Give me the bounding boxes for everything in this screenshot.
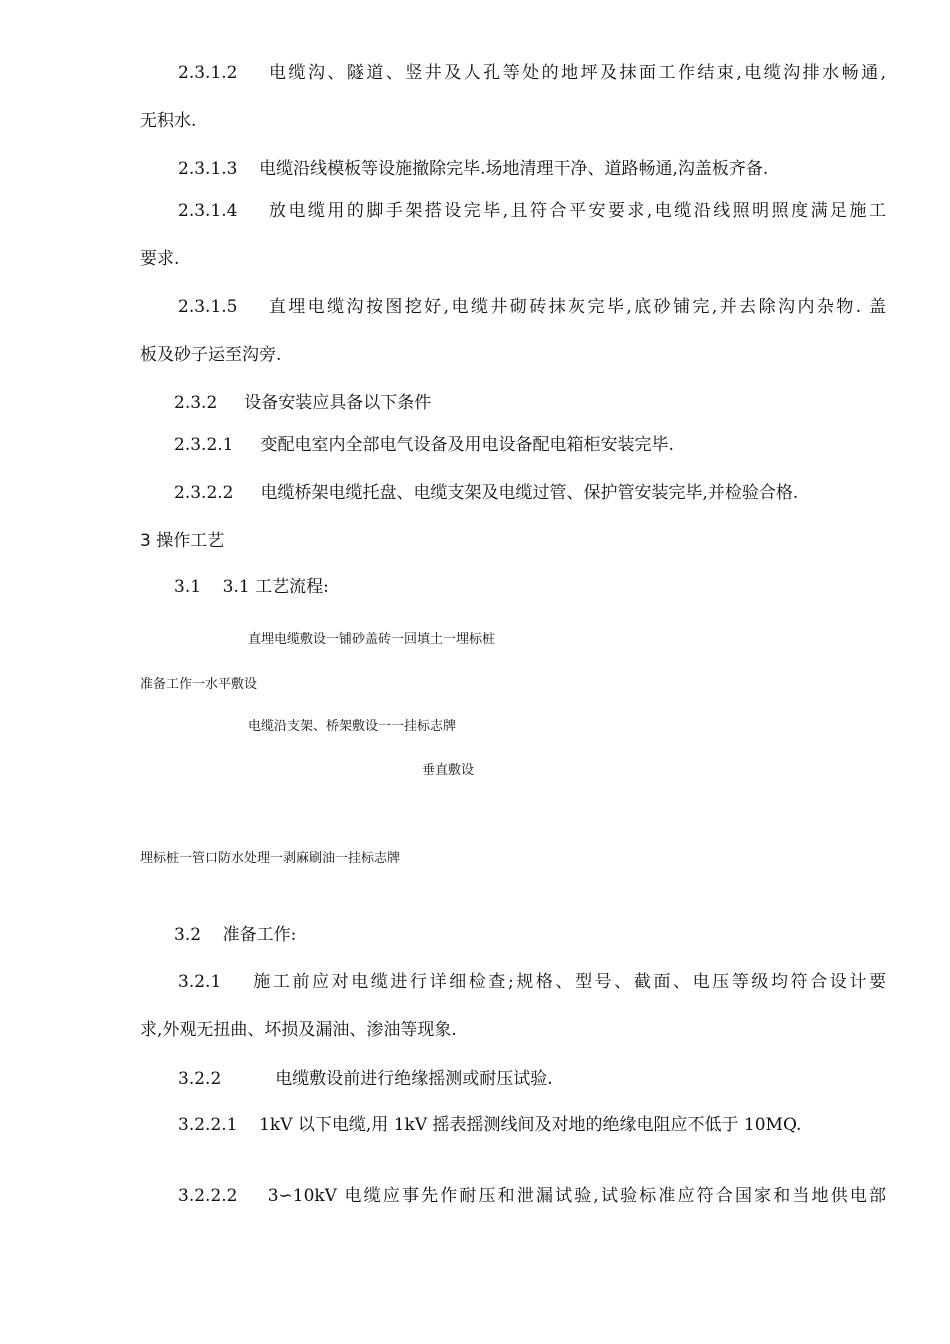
flow-line-preparation: 准备工作一水平敷设 xyxy=(140,677,258,692)
clause-text: 3∽10kV 电缆应事先作耐压和泄漏试验,试验标准应符合国家和当地供电部 xyxy=(267,1186,886,1206)
paragraph-3-2-1-cont: 求,外观无扭曲、坏损及漏油、渗油等现象. xyxy=(140,1020,457,1040)
clause-number: 3.2.2.2 xyxy=(178,1186,238,1206)
clause-number: 3.2 xyxy=(174,925,202,945)
clause-number: 3.2.2.1 xyxy=(178,1115,238,1135)
clause-number: 2.3.2 xyxy=(174,393,218,413)
paragraph-2-3-1-4 xyxy=(178,203,886,220)
clause-number: 3.2.2 xyxy=(178,1069,222,1089)
paragraph-3-1 xyxy=(174,579,329,596)
clause-text: 设备安装应具备以下条件 xyxy=(244,393,432,413)
clause-text: 放电缆用的脚手架搭设完毕,且符合平安要求,电缆沿线照明照度满足施工 xyxy=(269,201,886,221)
clause-number: 2.3.1.2 xyxy=(178,63,238,83)
paragraph-2-3-2-2 xyxy=(174,485,798,502)
clause-number: 2.3.1.4 xyxy=(178,201,238,221)
clause-text: 3.1 工艺流程: xyxy=(222,577,329,597)
clause-text: 准备工作: xyxy=(222,925,297,945)
clause-text: 直埋电缆沟按图挖好,电缆井砌砖抹灰完毕,底砂铺完,并去除沟内杂物. 盖 xyxy=(268,297,886,317)
paragraph-3-2-2 xyxy=(178,1071,553,1088)
paragraph-2-3-1-4-cont: 要求. xyxy=(140,249,180,269)
paragraph-3-2-1 xyxy=(178,974,886,991)
flow-line-marker-stake: 埋标桩一管口防水处理一剥麻刷油一挂标志牌 xyxy=(140,851,401,866)
clause-text: 变配电室内全部电气设备及用电设备配电箱柜安装完毕. xyxy=(260,435,674,455)
clause-number: 3.2.1 xyxy=(178,972,222,992)
flow-line-vertical: 垂直敷设 xyxy=(422,763,475,778)
clause-number: 3.1 xyxy=(174,577,202,597)
clause-number: 2.3.1.5 xyxy=(178,297,238,317)
paragraph-2-3-2-1 xyxy=(174,437,674,454)
paragraph-3-2-2-1 xyxy=(178,1117,801,1134)
clause-text: 施工前应对电缆进行详细检查;规格、型号、截面、电压等级均符合设计要 xyxy=(253,972,886,992)
clause-text: 电缆沿线模板等设施撤除完毕.场地清理干净、道路畅通,沟盖板齐备. xyxy=(259,159,769,179)
paragraph-3-2 xyxy=(174,927,296,944)
paragraph-2-3-1-5 xyxy=(178,299,886,316)
paragraph-2-3-1-3 xyxy=(178,161,768,178)
clause-text: 电缆沟、隧道、竖井及人孔等处的地坪及抹面工作结束,电缆沟排水畅通, xyxy=(269,63,886,83)
clause-number: 2.3.2.1 xyxy=(174,435,234,455)
flow-line-bracket: 电缆沿支架、桥架敷设一一挂标志牌 xyxy=(248,719,457,734)
clause-text: 电缆桥架电缆托盘、电缆支架及电缆过管、保护管安装完毕,并检验合格. xyxy=(260,483,799,503)
paragraph-2-3-1-5-cont: 板及砂子运至沟旁. xyxy=(140,345,282,365)
paragraph-2-3-1-2 xyxy=(178,65,886,82)
clause-text: 电缆敷设前进行绝缘摇测或耐压试验. xyxy=(275,1069,553,1089)
section-heading: 3 操作工艺 xyxy=(140,531,225,551)
clause-text: 1kV 以下电缆,用 1kV 摇表摇测线间及对地的绝缘电阻应不低于 10MQ. xyxy=(259,1115,802,1135)
clause-number: 2.3.1.3 xyxy=(178,159,238,179)
flow-line-direct-burial: 直埋电缆敷设一铺砂盖砖一回填土一埋标桩 xyxy=(248,632,496,647)
paragraph-2-3-2 xyxy=(174,395,431,412)
clause-number: 2.3.2.2 xyxy=(174,483,234,503)
paragraph-2-3-1-2-cont: 无积水. xyxy=(140,111,197,131)
paragraph-3-2-2-2 xyxy=(178,1188,886,1205)
